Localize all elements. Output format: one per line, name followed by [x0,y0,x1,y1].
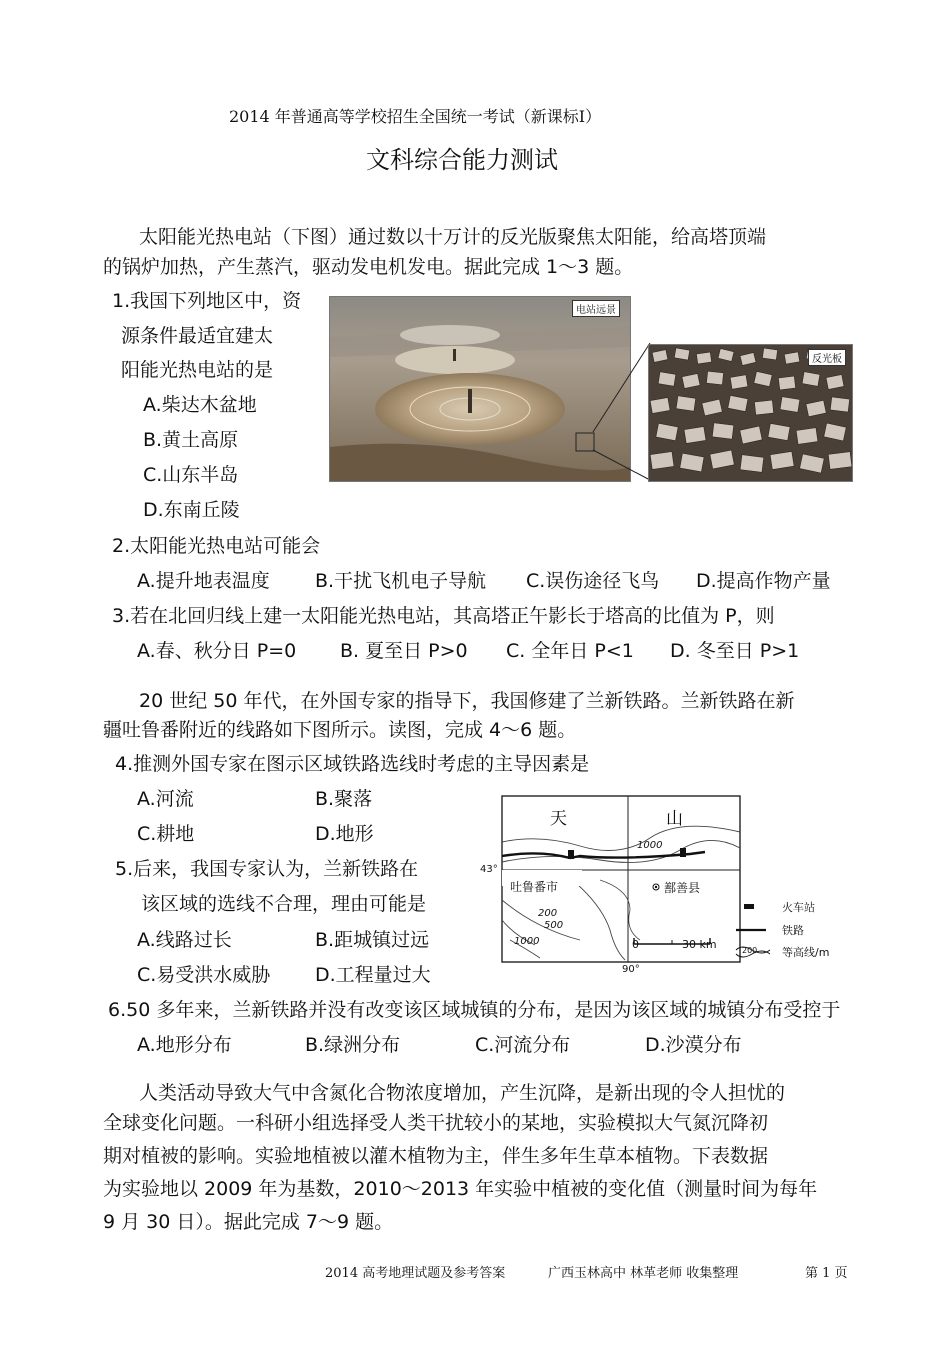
footer-source: 2014 高考地理试题及参考答案 [325,1266,506,1281]
q5-stem-line1: 5.后来，我国专家认为，兰新铁路在 [115,858,419,880]
legend-station: 火车站 [782,901,815,914]
q2-option-b: B.干扰飞机电子导航 [315,570,487,592]
q2-option-d: D.提高作物产量 [696,570,831,592]
q2-option-c: C.误伤途径飞鸟 [526,570,660,592]
q1-stem-line2: 源条件最适宜建太 [121,325,274,347]
exam-title: 2014 年普通高等学校招生全国统一考试（新课标Ⅰ） [229,107,602,126]
map-contour-1000-bottom: 1000 [514,936,540,947]
q1-option-d: D.东南丘陵 [143,499,240,521]
q3-option-c: C. 全年日 P<1 [506,640,634,662]
footer-collector: 广西玉林高中 林革老师 收集整理 [548,1266,739,1281]
q2-stem: 2.太阳能光热电站可能会 [112,535,321,557]
q6-option-b: B.绿洲分布 [305,1034,401,1056]
section2-intro-line2: 疆吐鲁番附近的线路如下图所示。读图，完成 4～6 题。 [103,719,577,741]
map-contour-500: 500 [544,920,564,931]
q2-option-a: A.提升地表温度 [137,570,270,592]
q5-option-b: B.距城镇过远 [315,929,430,951]
solar-station-photo [329,296,631,482]
section3-line1: 人类活动导致大气中含氮化合物浓度增加，产生沉降，是新出现的令人担忧的 [139,1082,786,1104]
q4-option-c: C.耕地 [137,823,195,845]
q1-option-b: B.黄土高原 [143,429,239,451]
footer-page: 第 1 页 [805,1266,848,1281]
q3-option-b: B. 夏至日 P>0 [340,640,468,662]
section2-intro-line1: 20 世纪 50 年代，在外国专家的指导下，我国修建了兰新铁路。兰新铁路在新 [139,690,795,712]
map-contour-200: 200 [538,908,558,919]
q3-option-a: A.春、秋分日 P=0 [137,640,297,662]
q4-option-a: A.河流 [137,788,194,810]
solar-station-illustration [330,297,630,481]
photo-label-station: 电站远景 [572,300,620,317]
section1-intro-line1: 太阳能光热电站（下图）通过数以十万计的反光版聚焦太阳能，给高塔顶端 [139,226,767,248]
map-scale-30km: 30 km [682,938,717,951]
q1-option-c: C.山东半岛 [143,464,239,486]
legend-contour: 等高线/m [782,946,830,959]
section3-line4: 为实验地以 2009 年为基数，2010～2013 年实验中植被的变化值（测量时间为每年 [103,1178,818,1200]
q1-option-a: A.柴达木盆地 [143,394,257,416]
q1-stem-line1: 1.我国下列地区中，资 [112,290,302,312]
section3-line2: 全球变化问题。一科研小组选择受人类干扰较小的某地，实验模拟大气氮沉降初 [103,1112,769,1134]
map-scale-zero: 0 [632,938,639,951]
q6-option-d: D.沙漠分布 [645,1034,742,1056]
mirror-closeup-photo [648,344,853,482]
q3-stem: 3.若在北回归线上建一太阳能光热电站，其高塔正午影长于塔高的比值为 P，则 [112,605,775,627]
map-lon-90: 90° [622,964,640,975]
map-contour-1000-top: 1000 [637,840,663,851]
q6-stem: 6.50 多年来，兰新铁路并没有改变该区域城镇的分布，是因为该区域的城镇分布受控于 [108,999,841,1021]
photo-label-mirror: 反光板 [808,349,846,366]
map-label-shanshan: 鄯善县 [664,881,701,895]
q3-option-d: D. 冬至日 P>1 [670,640,800,662]
section1-intro-line2: 的锅炉加热，产生蒸汽，驱动发电机发电。据此完成 1～3 题。 [103,256,634,278]
map-label-tian: 天 [550,809,567,829]
section3-line3: 期对植被的影响。实验地植被以灌木植物为主，伴生多年生草本植物。下表数据 [103,1145,769,1167]
map-label-shan: 山 [666,809,683,829]
q1-stem-line3: 阳能光热电站的是 [121,359,274,381]
q5-option-c: C.易受洪水威胁 [137,964,271,986]
q4-option-d: D.地形 [315,823,374,845]
lanxin-railway-map [480,790,860,980]
subject-title: 文科综合能力测试 [366,146,558,174]
legend-railway: 铁路 [782,924,804,937]
q4-stem: 4.推测外国专家在图示区域铁路选线时考虑的主导因素是 [115,753,590,775]
map-lat-43: 43° [480,864,498,875]
map-label-turpan: 吐鲁番市 [510,880,559,894]
q4-option-b: B.聚落 [315,788,373,810]
q6-option-c: C.河流分布 [475,1034,571,1056]
q5-option-d: D.工程量过大 [315,964,431,986]
section3-line5: 9 月 30 日）。据此完成 7～9 题。 [103,1211,394,1233]
q6-option-a: A.地形分布 [137,1034,232,1056]
legend-contour-number: 200 [742,946,758,955]
q5-option-a: A.线路过长 [137,929,232,951]
q5-stem-line2: 该区域的选线不合理，理由可能是 [141,893,427,915]
